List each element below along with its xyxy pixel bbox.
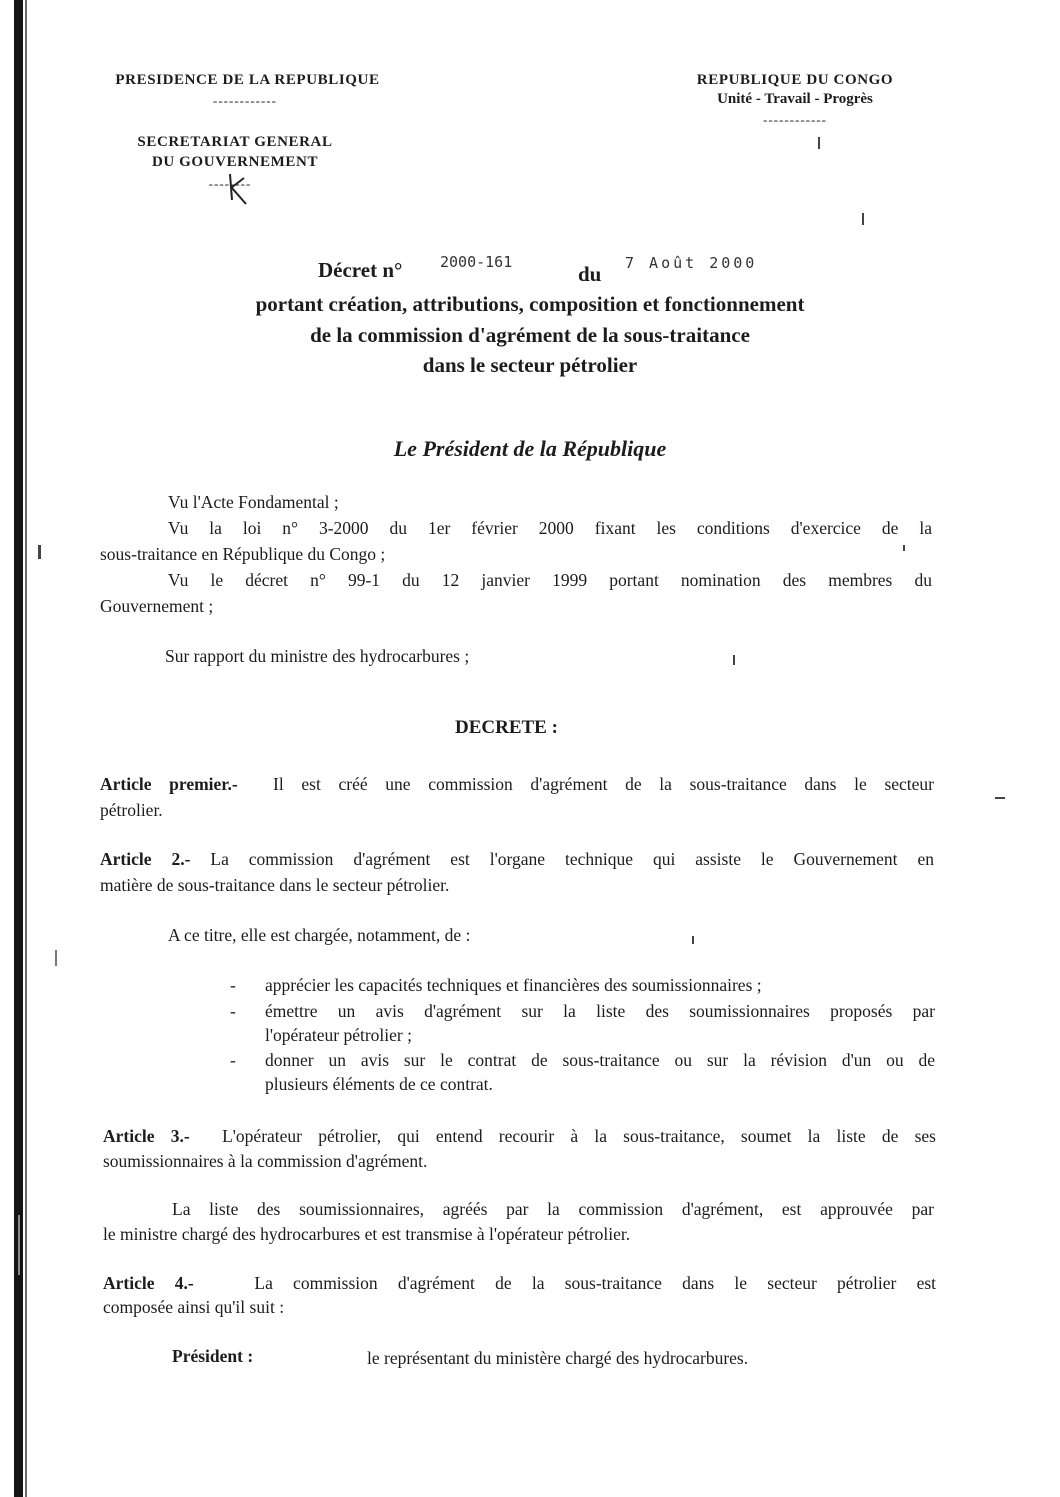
header-secretariat: SECRETARIAT GENERAL [137,134,333,150]
article-2-bullet-3: donner un avis sur le contrat de sous-traitance ou sur la révision d'un ou de [265,1050,935,1070]
article-3-text: L'opérateur pétrolier, qui entend recourir à la sous-traitance, soumet la liste de ses [222,1126,936,1146]
scan-speck [903,545,905,551]
article-3-line1 [103,1123,936,1149]
bullet-dash: - [230,975,236,995]
scan-speck [38,545,41,559]
scan-speck [818,137,820,149]
du-label: du [578,262,602,286]
article-4-text: La commission d'agrément de la sous-traitance dans le secteur pétrolier est [254,1273,937,1293]
title-line-4: dans le secteur pétrolier [422,353,638,377]
article-1-line2: pétrolier. [100,800,163,820]
article-2-bullet-3-cont: plusieurs éléments de ce contrat. [265,1074,493,1094]
header-gouvernement: DU GOUVERNEMENT [151,154,319,170]
article-4-line2: composée ainsi qu'il suit : [103,1297,285,1317]
article-2-intro: A ce titre, elle est chargée, notamment, de : [168,925,471,945]
article-3-line2: soumissionnaires à la commission d'agrément. [103,1151,428,1171]
article-2-line1 [100,846,934,872]
article-3-para2-line2: le ministre chargé des hydrocarbures et est transmise à l'opérateur pétrolier. [103,1224,631,1244]
header-presidence: PRESIDENCE DE LA REPUBLIQUE [115,72,380,88]
vu-loi-line2: sous-traitance en République du Congo ; [100,544,386,564]
article-2-line2: matière de sous-traitance dans le secteur pétrolier. [100,875,450,895]
header-right-dashes: ------------ [763,112,827,127]
article-3-para2-line1: La liste des soumissionnaires, agréés par la commission d'agrément, est approuvée par [172,1199,934,1219]
vu-decret-line1: Vu le décret n° 99-1 du 12 janvier 1999 portant nomination des membres du [168,570,932,590]
title-line-3: de la commission d'agrément de la sous-traitance [310,323,750,347]
header-left-dashes-2: -------- [208,176,252,191]
article-2-bullet-2-cont: l'opérateur pétrolier ; [265,1025,412,1045]
article-2-bullet-1: apprécier les capacités techniques et financières des soumissionnaires ; [265,975,762,995]
sur-rapport: Sur rapport du ministre des hydrocarbures ; [165,646,470,666]
scan-speck [862,213,864,225]
president-heading: Le Président de la République [393,436,667,461]
scan-speck [18,1215,20,1275]
president-value: le représentant du ministère chargé des hydrocarbures. [367,1348,749,1368]
vu-loi-line1: Vu la loi n° 3-2000 du 1er février 2000 fixant les conditions d'exercice de la [168,518,932,538]
vu-decret-line2: Gouvernement ; [100,596,214,616]
article-2-text: La commission d'agrément est l'organe technique qui assiste le Gouvernement en [210,849,934,869]
decrete-heading: DECRETE : [455,717,558,738]
decret-label: Décret n° [318,258,403,282]
bullet-dash: - [230,1050,236,1070]
article-2-bullet-2: émettre un avis d'agrément sur la liste des soumissionnaires proposés par [265,1001,935,1021]
scan-speck [995,797,1005,799]
article-3-label: Article 3.- [103,1126,190,1146]
article-4-label: Article 4.- [103,1273,194,1293]
scan-speck [733,655,735,665]
article-1-line1 [100,771,934,797]
bullet-dash: - [230,1001,236,1021]
header-republique: REPUBLIQUE DU CONGO [696,72,894,88]
decret-number: 2000-161 [440,253,513,271]
header-left-dashes: ------------ [213,93,277,108]
scan-speck [692,936,694,944]
title-line-2: portant création, attributions, composition et fonctionnement [255,292,805,316]
article-2-label: Article 2.- [100,849,191,869]
vu-acte-fondamental: Vu l'Acte Fondamental ; [168,492,339,512]
article-1-label: Article premier.- [100,774,238,794]
scan-shadow-edge-inner [25,0,27,1497]
handwritten-mark-icon [222,170,250,208]
article-4-line1 [103,1270,936,1296]
header-motto: Unité - Travail - Progrès [717,91,873,107]
scan-speck [55,950,57,966]
decret-date: 7 Août 2000 [625,254,758,272]
article-1-text: Il est créé une commission d'agrément de la sous-traitance dans le secteur [273,774,935,794]
president-label: Président : [172,1346,254,1366]
